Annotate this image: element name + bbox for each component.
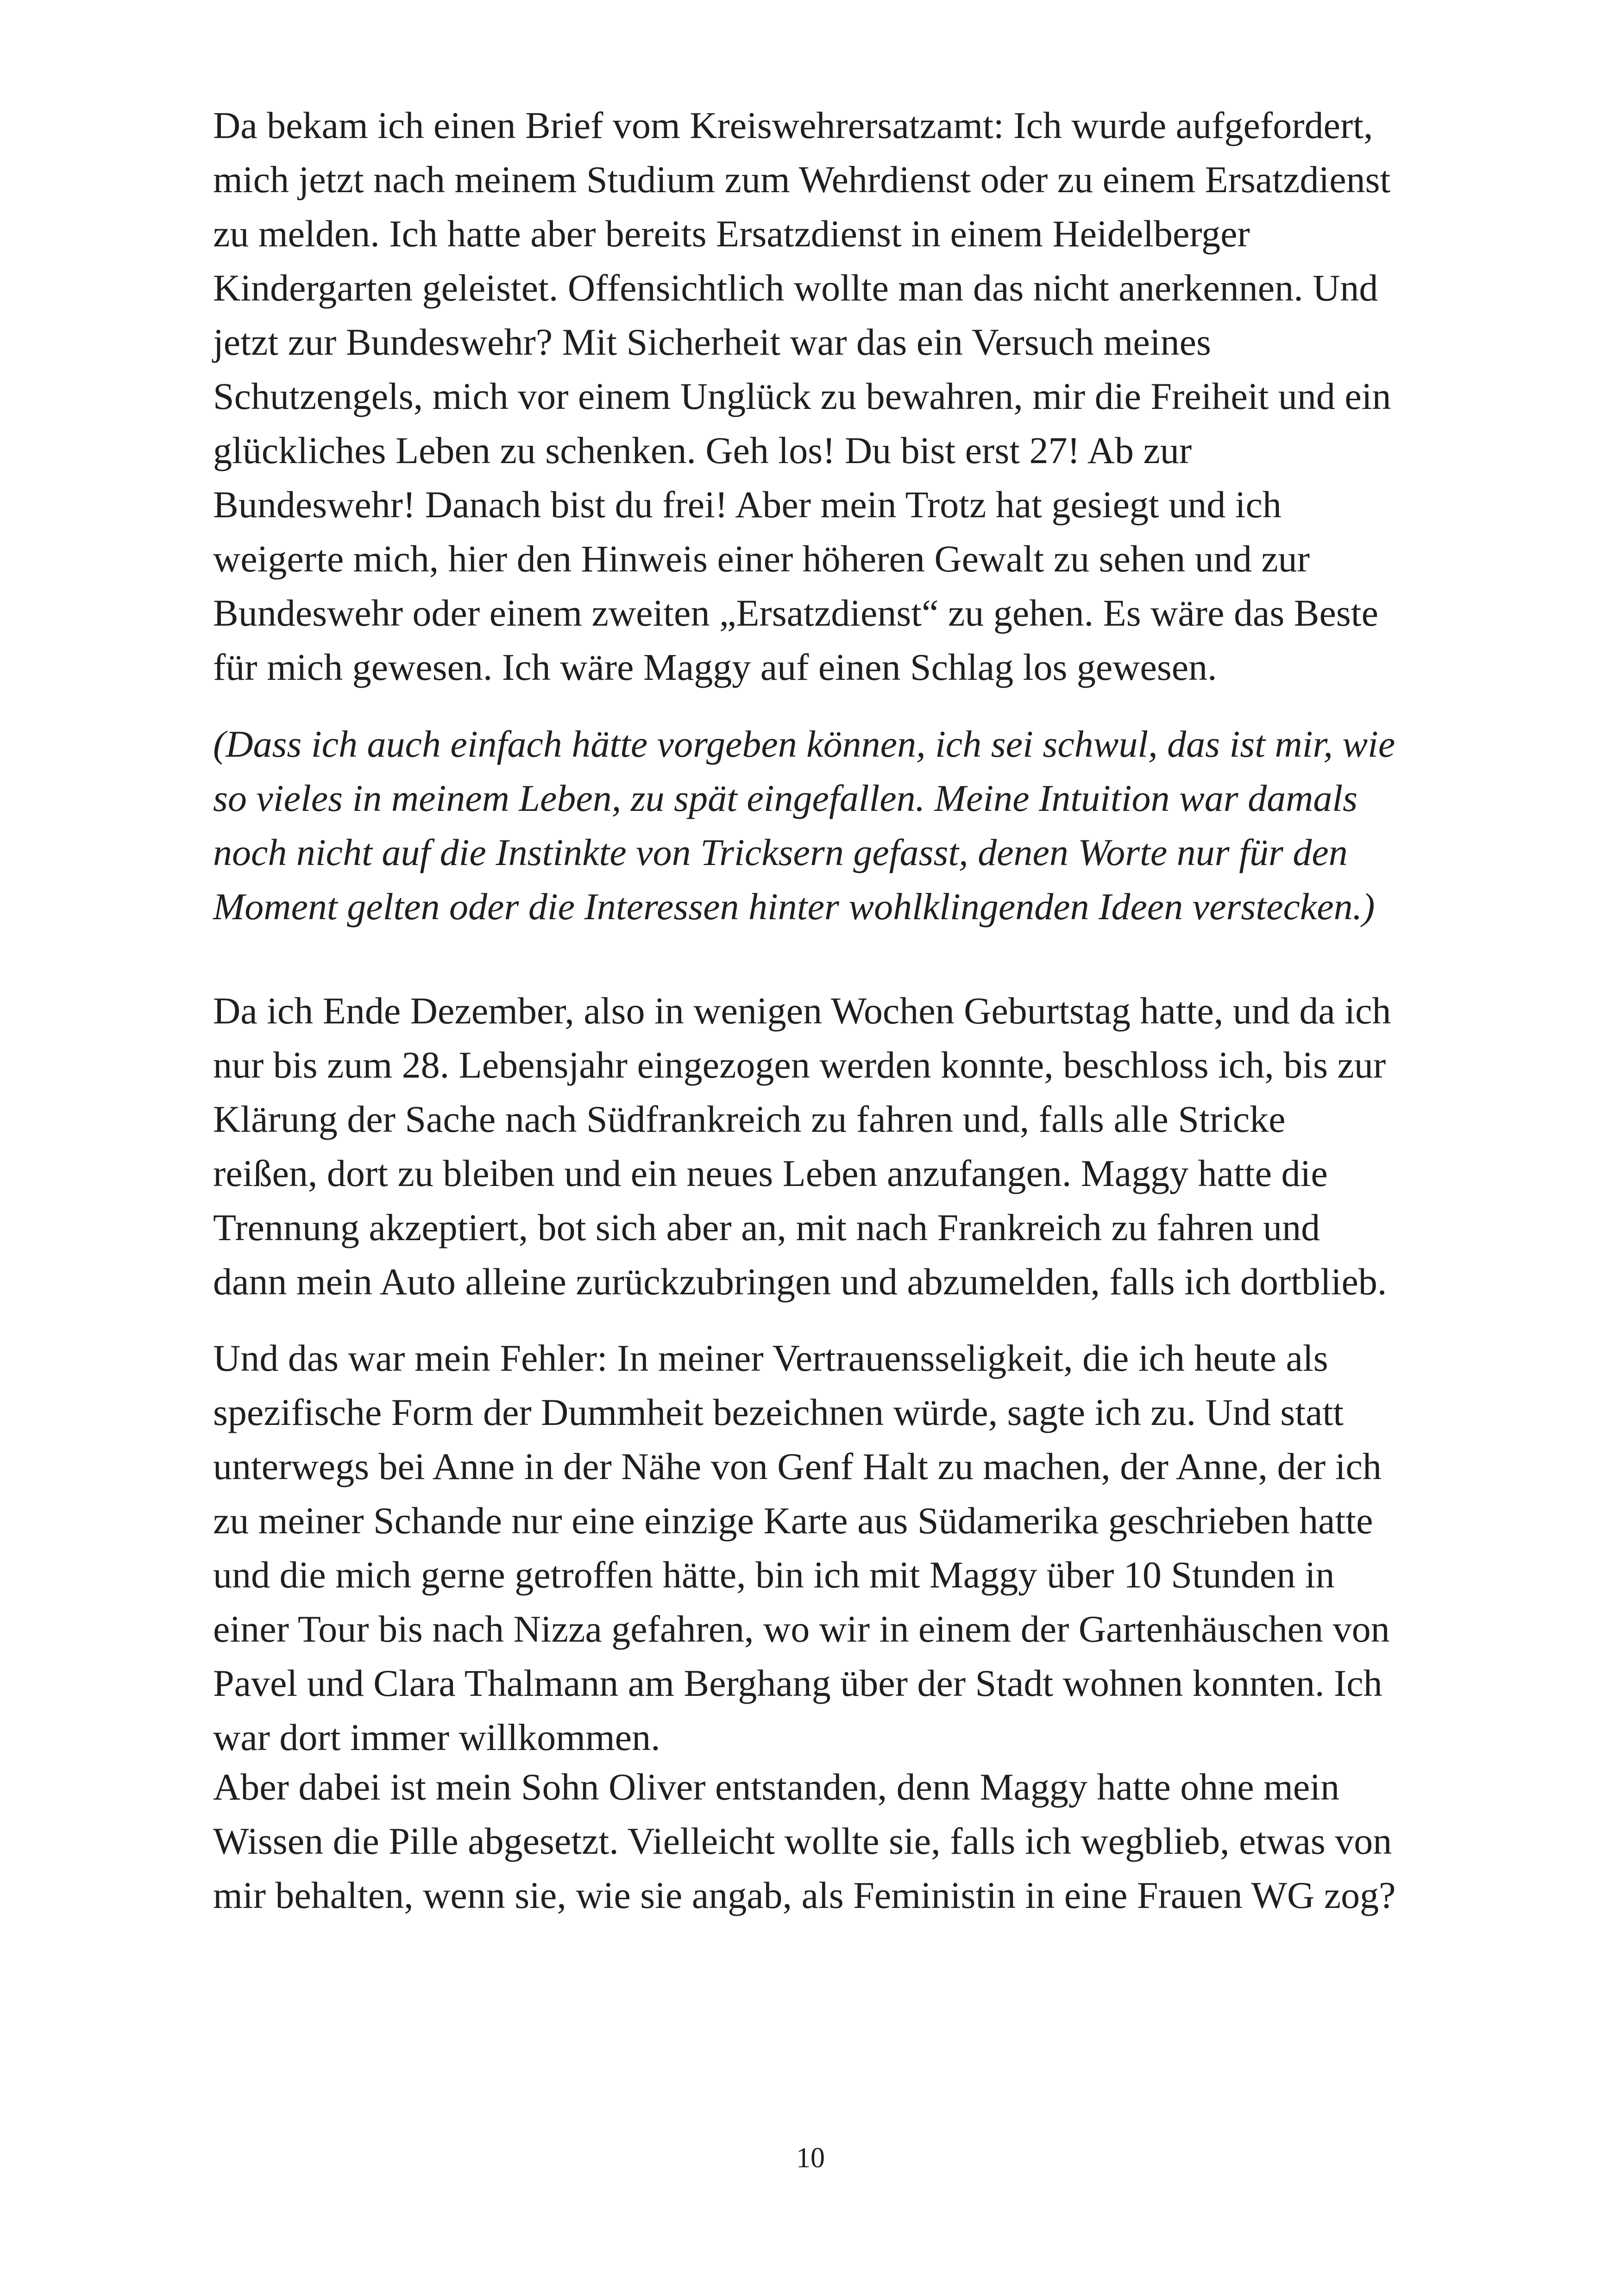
text-line: noch nicht auf die Instinkte von Tricksern gefasst, denen Worte nur für den — [213, 831, 1348, 873]
text-line: spezifische Form der Dummheit bezeichnen würde, sagte ich zu. Und statt — [213, 1391, 1344, 1433]
text-line: Trennung akzeptiert, bot sich aber an, mit nach Frankreich zu fahren und — [213, 1206, 1320, 1248]
text-line: glückliches Leben zu schenken. Geh los! Du bist erst 27! Ab zur — [213, 429, 1192, 471]
text-line: Und das war mein Fehler: In meiner Vertrauensseligkeit, die ich heute als — [213, 1337, 1328, 1379]
text-line: Schutzengels, mich vor einem Unglück zu bewahren, mir die Freiheit und ein — [213, 375, 1391, 417]
text-line: Klärung der Sache nach Südfrankreich zu fahren und, falls alle Stricke — [213, 1098, 1286, 1140]
text-line: Bundeswehr oder einem zweiten „Ersatzdienst“ zu gehen. Es wäre das Beste — [213, 592, 1378, 634]
text-line: Da bekam ich einen Brief vom Kreiswehrersatzamt: Ich wurde aufgefordert, — [213, 104, 1373, 146]
text-line: zu meiner Schande nur eine einzige Karte aus Südamerika geschrieben hatte — [213, 1499, 1373, 1542]
text-line: unterwegs bei Anne in der Nähe von Genf Halt zu machen, der Anne, der ich — [213, 1445, 1382, 1487]
text-line: und die mich gerne getroffen hätte, bin ich mit Maggy über 10 Stunden in — [213, 1554, 1335, 1596]
paragraph-oliver — [213, 1760, 1491, 1922]
text-line: einer Tour bis nach Nizza gefahren, wo wir in einem der Gartenhäuschen von — [213, 1608, 1390, 1650]
text-line: war dort immer willkommen. — [213, 1716, 660, 1758]
text-line: für mich gewesen. Ich wäre Maggy auf einen Schlag los gewesen. — [213, 646, 1217, 688]
text-line: weigerte mich, hier den Hinweis einer höheren Gewalt zu sehen und zur — [213, 538, 1310, 580]
text-line: zu melden. Ich hatte aber bereits Ersatzdienst in einem Heidelberger — [213, 213, 1250, 255]
text-line: nur bis zum 28. Lebensjahr eingezogen werden konnte, beschloss ich, bis zur — [213, 1044, 1386, 1086]
page-number: 10 — [796, 2142, 825, 2174]
paragraph-italic-aside — [213, 717, 1491, 934]
text-line: Pavel und Clara Thalmann am Berghang über der Stadt wohnen konnten. Ich — [213, 1662, 1382, 1704]
paragraph-fehler — [213, 1331, 1491, 1764]
paragraph-kreiswehrersatzamt — [213, 98, 1491, 694]
text-line: so vieles in meinem Leben, zu spät eingefallen. Meine Intuition war damals — [213, 777, 1358, 819]
text-line: (Dass ich auch einfach hätte vorgeben können, ich sei schwul, das ist mir, wie — [213, 723, 1395, 765]
text-line: Wissen die Pille abgesetzt. Vielleicht wollte sie, falls ich wegblieb, etwas von — [213, 1820, 1392, 1862]
text-line: Moment gelten oder die Interessen hinter wohlklingenden Ideen verstecken.) — [213, 885, 1375, 928]
text-line: dann mein Auto alleine zurückzubringen und abzumelden, falls ich dortblieb. — [213, 1261, 1387, 1303]
text-line: Bundeswehr! Danach bist du frei! Aber mein Trotz hat gesiegt und ich — [213, 483, 1282, 526]
text-line: mir behalten, wenn sie, wie sie angab, als Feministin in eine Frauen WG zog? — [213, 1874, 1396, 1916]
text-line: reißen, dort zu bleiben und ein neues Leben anzufangen. Maggy hatte die — [213, 1152, 1328, 1194]
text-line: jetzt zur Bundeswehr? Mit Sicherheit war das ein Versuch meines — [213, 321, 1211, 363]
text-line: Kindergarten geleistet. Offensichtlich wollte man das nicht anerkennen. Und — [213, 267, 1378, 309]
text-line: Da ich Ende Dezember, also in wenigen Wochen Geburtstag hatte, und da ich — [213, 990, 1391, 1032]
paragraph-suedfrankreich — [213, 984, 1491, 1309]
text-line: mich jetzt nach meinem Studium zum Wehrdienst oder zu einem Ersatzdienst — [213, 158, 1391, 201]
text-line: Aber dabei ist mein Sohn Oliver entstanden, denn Maggy hatte ohne mein — [213, 1766, 1340, 1808]
